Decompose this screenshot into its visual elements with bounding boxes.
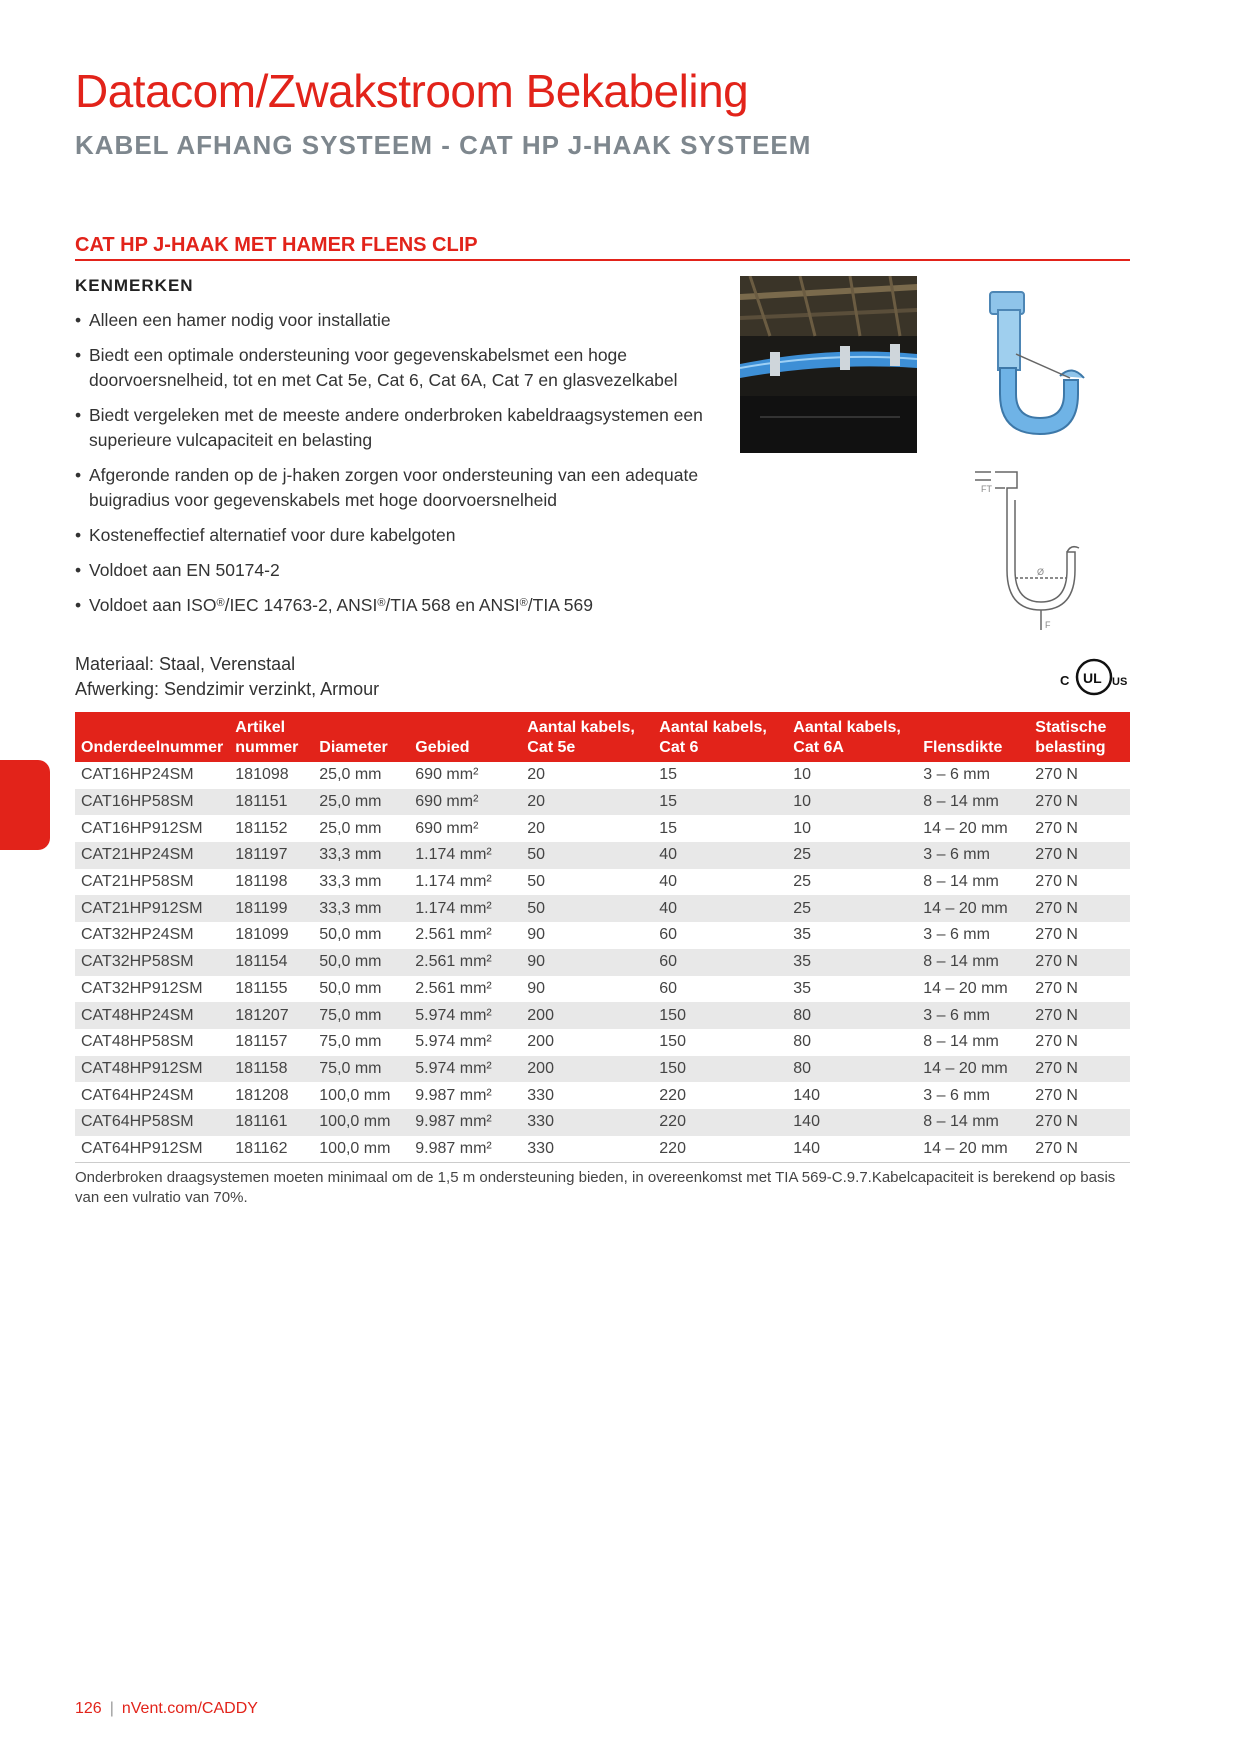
- table-cell: 270 N: [1029, 789, 1130, 816]
- table-cell: 9.987 mm²: [409, 1109, 521, 1136]
- table-cell: 8 – 14 mm: [917, 1109, 1029, 1136]
- col-header: Gebied: [409, 712, 521, 762]
- col-header: Artikel nummer: [229, 712, 313, 762]
- table-cell: 181152: [235, 819, 288, 837]
- table-row: [75, 1029, 1130, 1056]
- table-cell: 14 – 20 mm: [917, 895, 1029, 922]
- table-cell: CAT64HP912SM: [75, 1136, 229, 1163]
- feature-text: /TIA 569: [527, 595, 593, 615]
- table-cell: 35: [787, 949, 917, 976]
- table-cell: 220: [659, 1086, 686, 1104]
- table-cell: 220: [653, 1136, 787, 1163]
- dimension-diagram: [955, 460, 1105, 645]
- features-list: [75, 308, 735, 628]
- table-cell: 200: [527, 1033, 554, 1051]
- section-title: CAT HP J-HAAK MET HAMER FLENS CLIP: [75, 234, 478, 256]
- table-cell: 25: [787, 842, 917, 869]
- table-cell: 181199: [229, 895, 313, 922]
- table-row: [75, 815, 1130, 842]
- table-cell: 20: [527, 819, 546, 837]
- table-cell: 15: [659, 766, 678, 784]
- table-cell: 50: [527, 873, 546, 891]
- table-cell: 270 N: [1035, 766, 1078, 784]
- table-cell: 50,0 mm: [313, 949, 409, 976]
- table-row: [75, 1109, 1130, 1136]
- table-cell: 8 – 14 mm: [917, 789, 1029, 816]
- table-cell: 181155: [235, 979, 288, 997]
- table-cell: 35: [793, 979, 812, 997]
- col-header: Statische belasting: [1029, 712, 1130, 762]
- feature-item: • Voldoet aan EN 50174-2: [75, 558, 735, 583]
- table-cell: 5.974 mm²: [415, 1033, 492, 1051]
- footnote: Onderbroken draagsystemen moeten minimaal om de 1,5 m ondersteuning bieden, in overeenkomst met TIA 569-C.9.7.Kabelcapaciteit is berekend op basis van een vulratio van 70%.: [75, 1169, 1116, 1206]
- table-cell: 75,0 mm: [313, 1056, 409, 1083]
- table-cell: 25,0 mm: [319, 766, 382, 784]
- table-cell: 60: [659, 926, 678, 944]
- table-cell: 330: [521, 1109, 653, 1136]
- material-info: [75, 652, 379, 702]
- table-cell: 270 N: [1035, 819, 1078, 837]
- table-cell: 270 N: [1035, 926, 1078, 944]
- section-divider: [75, 259, 1130, 261]
- table-row: [75, 976, 1130, 1003]
- page-subtitle: KABEL AFHANG SYSTEEM - CAT HP J-HAAK SYSTEEM: [75, 130, 812, 160]
- table-cell: 270 N: [1029, 842, 1130, 869]
- ul-us-mark: US: [1112, 676, 1128, 688]
- table-cell: 90: [527, 926, 546, 944]
- table-row: [75, 1002, 1130, 1029]
- table-cell: 181197: [229, 842, 313, 869]
- table-cell: 3 – 6 mm: [917, 1002, 1029, 1029]
- ul-mark: UL: [1083, 670, 1102, 686]
- registered-mark: ®: [377, 597, 386, 609]
- table-cell: CAT48HP912SM: [75, 1056, 229, 1083]
- table-row: [75, 949, 1130, 976]
- page-title: Datacom/Zwakstroom Bekabeling: [75, 65, 749, 117]
- table-cell: 100,0 mm: [313, 1136, 409, 1163]
- table-cell: 2.561 mm²: [409, 949, 521, 976]
- table-cell: 75,0 mm: [319, 1033, 382, 1051]
- table-cell: 90: [521, 949, 653, 976]
- table-cell: 181099: [235, 926, 289, 944]
- table-cell: 330: [521, 1136, 653, 1163]
- table-cell: 181208: [235, 1086, 289, 1104]
- registered-mark: ®: [216, 597, 225, 609]
- table-row: [75, 762, 1130, 789]
- table-cell: 100,0 mm: [319, 1086, 391, 1104]
- table-cell: 3 – 6 mm: [923, 766, 990, 784]
- table-cell: 1.174 mm²: [415, 873, 492, 891]
- table-cell: 330: [527, 1086, 554, 1104]
- table-cell: 60: [653, 949, 787, 976]
- table-cell: 15: [653, 789, 787, 816]
- table-cell: 1.174 mm²: [409, 842, 521, 869]
- table-cell: 270 N: [1029, 1056, 1130, 1083]
- table-cell: 181207: [229, 1002, 313, 1029]
- table-cell: 3 – 6 mm: [923, 1086, 990, 1104]
- table-cell: 140: [787, 1136, 917, 1163]
- table-cell: 181151: [229, 789, 313, 816]
- table-cell: 75,0 mm: [313, 1002, 409, 1029]
- table-cell: 270 N: [1029, 949, 1130, 976]
- feature-item: • Alleen een hamer nodig voor installatie: [75, 308, 735, 333]
- table-cell: 8 – 14 mm: [917, 949, 1029, 976]
- table-row: [75, 789, 1130, 816]
- f-label: F: [1045, 620, 1051, 630]
- table-row: [75, 842, 1130, 869]
- table-cell: 270 N: [1035, 873, 1078, 891]
- col-header: Aantal kabels, Cat 6: [653, 712, 787, 762]
- table-cell: CAT16HP912SM: [81, 819, 203, 837]
- table-cell: 5.974 mm²: [409, 1002, 521, 1029]
- table-cell: 181098: [235, 766, 289, 784]
- table-cell: 9.987 mm²: [409, 1136, 521, 1163]
- table-cell: 3 – 6 mm: [917, 842, 1029, 869]
- table-cell: 14 – 20 mm: [917, 1056, 1029, 1083]
- table-cell: 25,0 mm: [319, 819, 382, 837]
- table-cell: 5.974 mm²: [409, 1056, 521, 1083]
- table-cell: 181198: [235, 873, 288, 891]
- table-cell: 140: [787, 1109, 917, 1136]
- table-cell: 40: [653, 895, 787, 922]
- table-cell: 270 N: [1035, 979, 1078, 997]
- feature-item: • Afgeronde randen op de j-haken zorgen voor ondersteuning van een adequate buigradius voor gegevenskabels met hoge doorvoersnelheid: [75, 463, 735, 513]
- table-cell: 35: [793, 926, 812, 944]
- table-cell: 40: [659, 873, 678, 891]
- table-row: [75, 895, 1130, 922]
- feature-item: • Biedt een optimale ondersteuning voor gegevenskabelsmet een hoge doorvoersnelheid, tot en met Cat 5e, Cat 6, Cat 6A, Cat 7 en glasvezelkabel: [75, 343, 735, 393]
- table-cell: 8 – 14 mm: [923, 873, 999, 891]
- table-cell: 140: [793, 1086, 820, 1104]
- table-cell: 25,0 mm: [313, 789, 409, 816]
- table-cell: CAT48HP58SM: [81, 1033, 194, 1051]
- features-heading: KENMERKEN: [75, 276, 194, 295]
- col-header: Onderdeelnummer: [75, 712, 229, 762]
- table-cell: CAT21HP24SM: [75, 842, 229, 869]
- table-cell: 690 mm²: [415, 766, 479, 784]
- table-cell: 80: [793, 1033, 812, 1051]
- table-row: [75, 1136, 1130, 1163]
- table-cell: 200: [521, 1056, 653, 1083]
- col-header: Aantal kabels, Cat 5e: [521, 712, 653, 762]
- table-header-row: [75, 712, 1130, 762]
- table-cell: 14 – 20 mm: [917, 1136, 1029, 1163]
- table-cell: 181157: [235, 1033, 288, 1051]
- table-cell: 50: [521, 895, 653, 922]
- table-cell: 150: [653, 1056, 787, 1083]
- table-cell: CAT21HP58SM: [81, 873, 194, 891]
- feature-text: /IEC 14763-2, ANSI: [224, 595, 378, 615]
- table-cell: CAT32HP24SM: [81, 926, 194, 944]
- table-cell: 33,3 mm: [313, 842, 409, 869]
- finish-text: Afwerking: Sendzimir verzinkt, Armour: [75, 679, 380, 699]
- material-text: Materiaal: Staal, Verenstaal: [75, 654, 296, 674]
- table-cell: 270 N: [1029, 1136, 1130, 1163]
- installation-photo: [740, 276, 917, 453]
- table-cell: CAT16HP24SM: [81, 766, 194, 784]
- table-row: [75, 1082, 1130, 1109]
- table-cell: CAT16HP58SM: [75, 789, 229, 816]
- feature-text: /TIA 568 en ANSI: [385, 595, 520, 615]
- feature-text: Voldoet aan ISO: [89, 595, 217, 615]
- chapter-tab: [0, 760, 50, 850]
- table-cell: 80: [787, 1002, 917, 1029]
- table-cell: 50: [521, 842, 653, 869]
- page-number: 126: [75, 1700, 102, 1717]
- footer-separator: |: [109, 1700, 114, 1717]
- table-cell: 270 N: [1029, 895, 1130, 922]
- table-cell: 14 – 20 mm: [923, 979, 1008, 997]
- table-cell: 150: [659, 1033, 686, 1051]
- table-body: [75, 762, 1130, 1163]
- table-cell: 50,0 mm: [319, 926, 382, 944]
- table-cell: CAT32HP58SM: [75, 949, 229, 976]
- table-cell: 181158: [229, 1056, 313, 1083]
- table-cell: 1.174 mm²: [409, 895, 521, 922]
- table-cell: CAT32HP912SM: [81, 979, 203, 997]
- table-cell: 15: [659, 819, 678, 837]
- table-cell: 100,0 mm: [313, 1109, 409, 1136]
- col-header: Flensdikte: [917, 712, 1029, 762]
- table-cell: 2.561 mm²: [415, 979, 492, 997]
- registered-mark: ®: [519, 597, 528, 609]
- feature-item: • Kosteneffectief alternatief voor dure kabelgoten: [75, 523, 735, 548]
- table-cell: 14 – 20 mm: [923, 819, 1008, 837]
- table-cell: 25: [787, 895, 917, 922]
- table-cell: 20: [527, 766, 546, 784]
- table-cell: 33,3 mm: [313, 895, 409, 922]
- table-cell: CAT48HP24SM: [75, 1002, 229, 1029]
- table-cell: 181154: [229, 949, 313, 976]
- table-cell: 150: [653, 1002, 787, 1029]
- table-cell: 2.561 mm²: [415, 926, 492, 944]
- table-cell: 80: [787, 1056, 917, 1083]
- table-cell: 270 N: [1029, 1109, 1130, 1136]
- table-cell: 181162: [229, 1136, 313, 1163]
- table-cell: 220: [653, 1109, 787, 1136]
- table-cell: 33,3 mm: [319, 873, 382, 891]
- ul-c-mark: C: [1060, 673, 1070, 688]
- table-cell: 8 – 14 mm: [923, 1033, 999, 1051]
- table-cell: 40: [653, 842, 787, 869]
- table-row: [75, 1056, 1130, 1083]
- table-cell: 181161: [229, 1109, 313, 1136]
- table-cell: 20: [521, 789, 653, 816]
- table-cell: 90: [527, 979, 546, 997]
- table-cell: CAT64HP24SM: [81, 1086, 194, 1104]
- table-cell: 270 N: [1035, 1033, 1078, 1051]
- table-cell: 270 N: [1029, 1002, 1130, 1029]
- table-cell: 50,0 mm: [319, 979, 382, 997]
- col-header: Aantal kabels, Cat 6A: [787, 712, 917, 762]
- table-cell: CAT21HP912SM: [75, 895, 229, 922]
- table-cell: 690 mm²: [415, 819, 479, 837]
- table-row: [75, 922, 1130, 949]
- spec-table: [75, 712, 1130, 1163]
- feature-item: • Biedt vergeleken met de meeste andere onderbroken kabeldraagsystemen een superieure vulcapaciteit en belasting: [75, 403, 735, 453]
- j-hook-product-image: [960, 284, 1090, 444]
- ft-label: FT: [981, 484, 992, 494]
- ul-certification-logo: [1058, 655, 1130, 699]
- table-cell: 10: [793, 766, 812, 784]
- table-cell: 10: [787, 789, 917, 816]
- table-row: [75, 869, 1130, 896]
- feature-item-standards: [75, 593, 735, 618]
- table-cell: 10: [793, 819, 812, 837]
- table-cell: 270 N: [1035, 1086, 1078, 1104]
- col-header: Diameter: [313, 712, 409, 762]
- table-cell: 60: [659, 979, 678, 997]
- table-cell: 25: [793, 873, 812, 891]
- diameter-label: Ø: [1037, 567, 1045, 577]
- table-cell: 200: [521, 1002, 653, 1029]
- table-cell: 690 mm²: [409, 789, 521, 816]
- table-cell: CAT64HP58SM: [75, 1109, 229, 1136]
- table-cell: 9.987 mm²: [415, 1086, 492, 1104]
- footer-site: nVent.com/CADDY: [121, 1700, 258, 1717]
- page-footer: [75, 1700, 258, 1718]
- table-cell: 3 – 6 mm: [923, 926, 990, 944]
